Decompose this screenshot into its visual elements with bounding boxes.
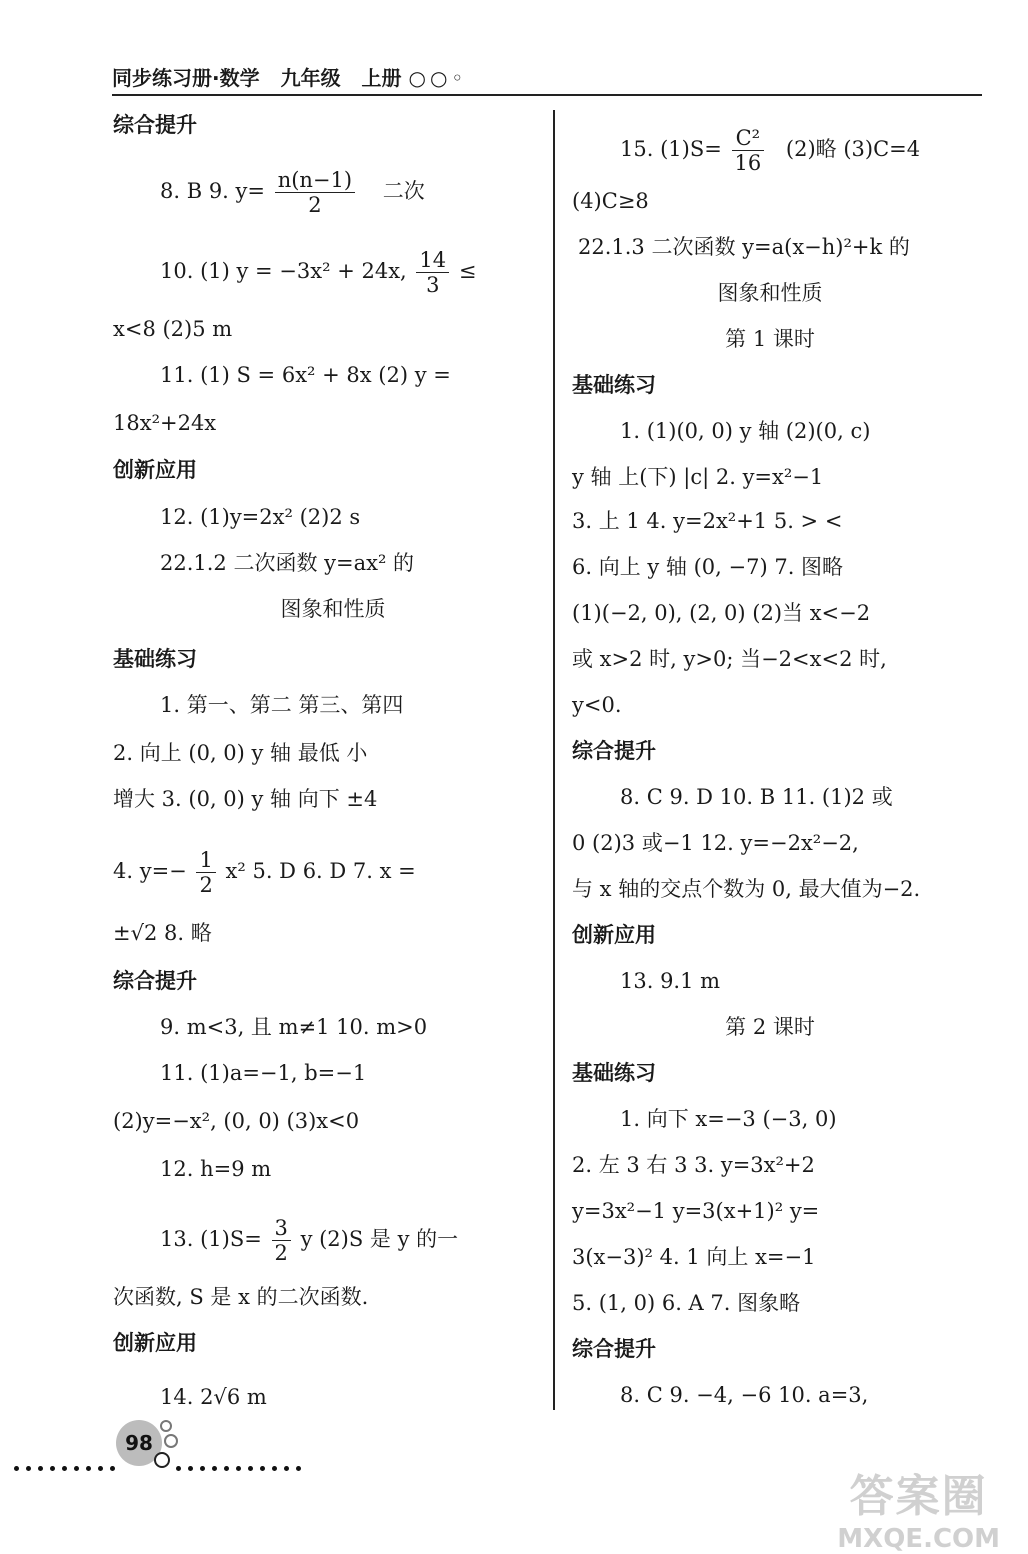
answer-line: 1. 第一、第二 第三、第四	[160, 693, 404, 717]
answer-line: x<8 (2)5 m	[113, 317, 233, 341]
section-heading: 综合提升	[572, 1337, 656, 1361]
answer-line: 3(x−3)² 4. 1 向上 x=−1	[572, 1245, 816, 1269]
answer-line: (4)C≥8	[572, 189, 649, 213]
volume-label: 上册	[361, 66, 402, 90]
fraction-numerator: n(n−1)	[275, 168, 355, 193]
fraction-denominator: 16	[734, 151, 762, 175]
answer-line: 12. h=9 m	[160, 1157, 272, 1181]
answer-line: 与 x 轴的交点个数为 0, 最大值为−2.	[572, 877, 921, 901]
fraction-denominator: 2	[199, 873, 213, 897]
page-number-badge: 98	[116, 1420, 162, 1466]
answer-line	[160, 168, 425, 217]
fraction-denominator: 2	[308, 193, 322, 217]
lesson-title: 22.1.2 二次函数 y=ax² 的	[160, 551, 415, 575]
answer-text: 8. B 9. y=	[160, 179, 265, 203]
page-header	[112, 64, 982, 96]
answer-line: 18x²+24x	[113, 411, 217, 435]
answer-line: 次函数, S 是 x 的二次函数.	[113, 1285, 369, 1309]
answer-text: ≤	[458, 259, 477, 283]
section-heading: 创新应用	[572, 923, 656, 947]
answer-line	[620, 126, 920, 175]
decor-bubble	[160, 1420, 172, 1432]
column-divider	[553, 110, 555, 1410]
answer-line: 11. (1) S = 6x² + 8x (2) y =	[160, 363, 451, 387]
lesson-title: 图象和性质	[280, 597, 386, 621]
section-heading: 综合提升	[113, 113, 197, 137]
answer-line	[160, 1216, 458, 1265]
fraction	[272, 1216, 291, 1265]
answer-line: 6. 向上 y 轴 (0, −7) 7. 图略	[572, 555, 844, 579]
answer-line: (1)(−2, 0), (2, 0) (2)当 x<−2	[572, 601, 871, 625]
answer-line: 2. 向上 (0, 0) y 轴 最低 小	[113, 741, 368, 765]
fraction-denominator: 2	[274, 1241, 288, 1265]
answer-text: 13. (1)S=	[160, 1227, 262, 1251]
section-heading: 创新应用	[113, 458, 197, 482]
fraction	[416, 248, 449, 297]
answer-text: x² 5. D 6. D 7. x =	[225, 859, 416, 883]
fraction	[275, 168, 355, 217]
answer-text: 15. (1)S=	[620, 137, 722, 161]
section-heading: 基础练习	[113, 647, 197, 671]
decor-bubble	[154, 1452, 170, 1468]
answer-line: 5. (1, 0) 6. A 7. 图象略	[572, 1291, 801, 1315]
answer-line: 9. m<3, 且 m≠1 10. m>0	[160, 1015, 428, 1039]
fraction	[732, 126, 765, 175]
section-heading: 创新应用	[113, 1331, 197, 1355]
answer-text: 4. y=−	[113, 859, 187, 883]
book-title: 同步练习册·数学	[112, 66, 260, 90]
answer-text: (2)略 (3)C=4	[785, 137, 921, 161]
section-heading: 基础练习	[572, 1061, 656, 1085]
answer-line: 14. 2√6 m	[160, 1385, 267, 1409]
answer-line: 8. C 9. −4, −6 10. a=3,	[620, 1383, 869, 1407]
answer-line: y 轴 上(下) |c| 2. y=x²−1	[572, 465, 824, 489]
lesson-title: 22.1.3 二次函数 y=a(x−h)²+k 的	[578, 235, 910, 259]
footer-dots-left	[14, 1456, 122, 1462]
answer-line: 2. 左 3 右 3 3. y=3x²+2	[572, 1153, 815, 1177]
answer-line	[160, 248, 476, 297]
fraction-denominator: 3	[426, 273, 440, 297]
section-heading: 综合提升	[113, 969, 197, 993]
watermark-text: 答案圈	[849, 1471, 988, 1522]
answer-line: 12. (1)y=2x² (2)2 s	[160, 505, 361, 529]
grade-label: 九年级	[280, 66, 341, 90]
answer-line: y=3x²−1 y=3(x+1)² y=	[572, 1199, 820, 1223]
lesson-number: 第 2 课时	[725, 1015, 815, 1039]
answer-line: y<0.	[572, 693, 622, 717]
section-heading: 基础练习	[572, 373, 656, 397]
answer-line: 0 (2)3 或−1 12. y=−2x²−2,	[572, 831, 859, 855]
fraction-numerator: 14	[416, 248, 449, 273]
watermark-logo	[837, 1460, 1000, 1554]
answer-line: 增大 3. (0, 0) y 轴 向下 ±4	[113, 787, 378, 811]
watermark-url: MXQE.COM	[837, 1524, 1000, 1554]
fraction-numerator: 1	[196, 848, 215, 873]
answer-text: y (2)S 是 y 的一	[300, 1227, 459, 1251]
answer-line: ±√2 8. 略	[113, 921, 212, 945]
answer-line: 1. 向下 x=−3 (−3, 0)	[620, 1107, 837, 1131]
answer-line: (2)y=−x², (0, 0) (3)x<0	[113, 1109, 360, 1133]
answer-line: 或 x>2 时, y>0; 当−2<x<2 时,	[572, 647, 887, 671]
fraction	[196, 848, 215, 897]
lesson-title: 图象和性质	[717, 281, 823, 305]
answer-line: 8. C 9. D 10. B 11. (1)2 或	[620, 785, 893, 809]
header-dots: ○○◦	[408, 66, 468, 90]
fraction-numerator: C²	[732, 126, 765, 151]
answer-text: 10. (1) y = −3x² + 24x,	[160, 259, 407, 283]
footer-dots-right	[176, 1456, 308, 1462]
answer-line: 13. 9.1 m	[620, 969, 721, 993]
answer-line: 3. 上 1 4. y=2x²+1 5. > <	[572, 509, 843, 533]
lesson-number: 第 1 课时	[725, 327, 815, 351]
decor-bubble	[164, 1434, 178, 1448]
section-heading: 综合提升	[572, 739, 656, 763]
answer-line: 11. (1)a=−1, b=−1	[160, 1061, 367, 1085]
fraction-numerator: 3	[272, 1216, 291, 1241]
answer-text: 二次	[382, 179, 425, 203]
answer-line	[113, 848, 416, 897]
answer-line: 1. (1)(0, 0) y 轴 (2)(0, c)	[620, 419, 871, 443]
